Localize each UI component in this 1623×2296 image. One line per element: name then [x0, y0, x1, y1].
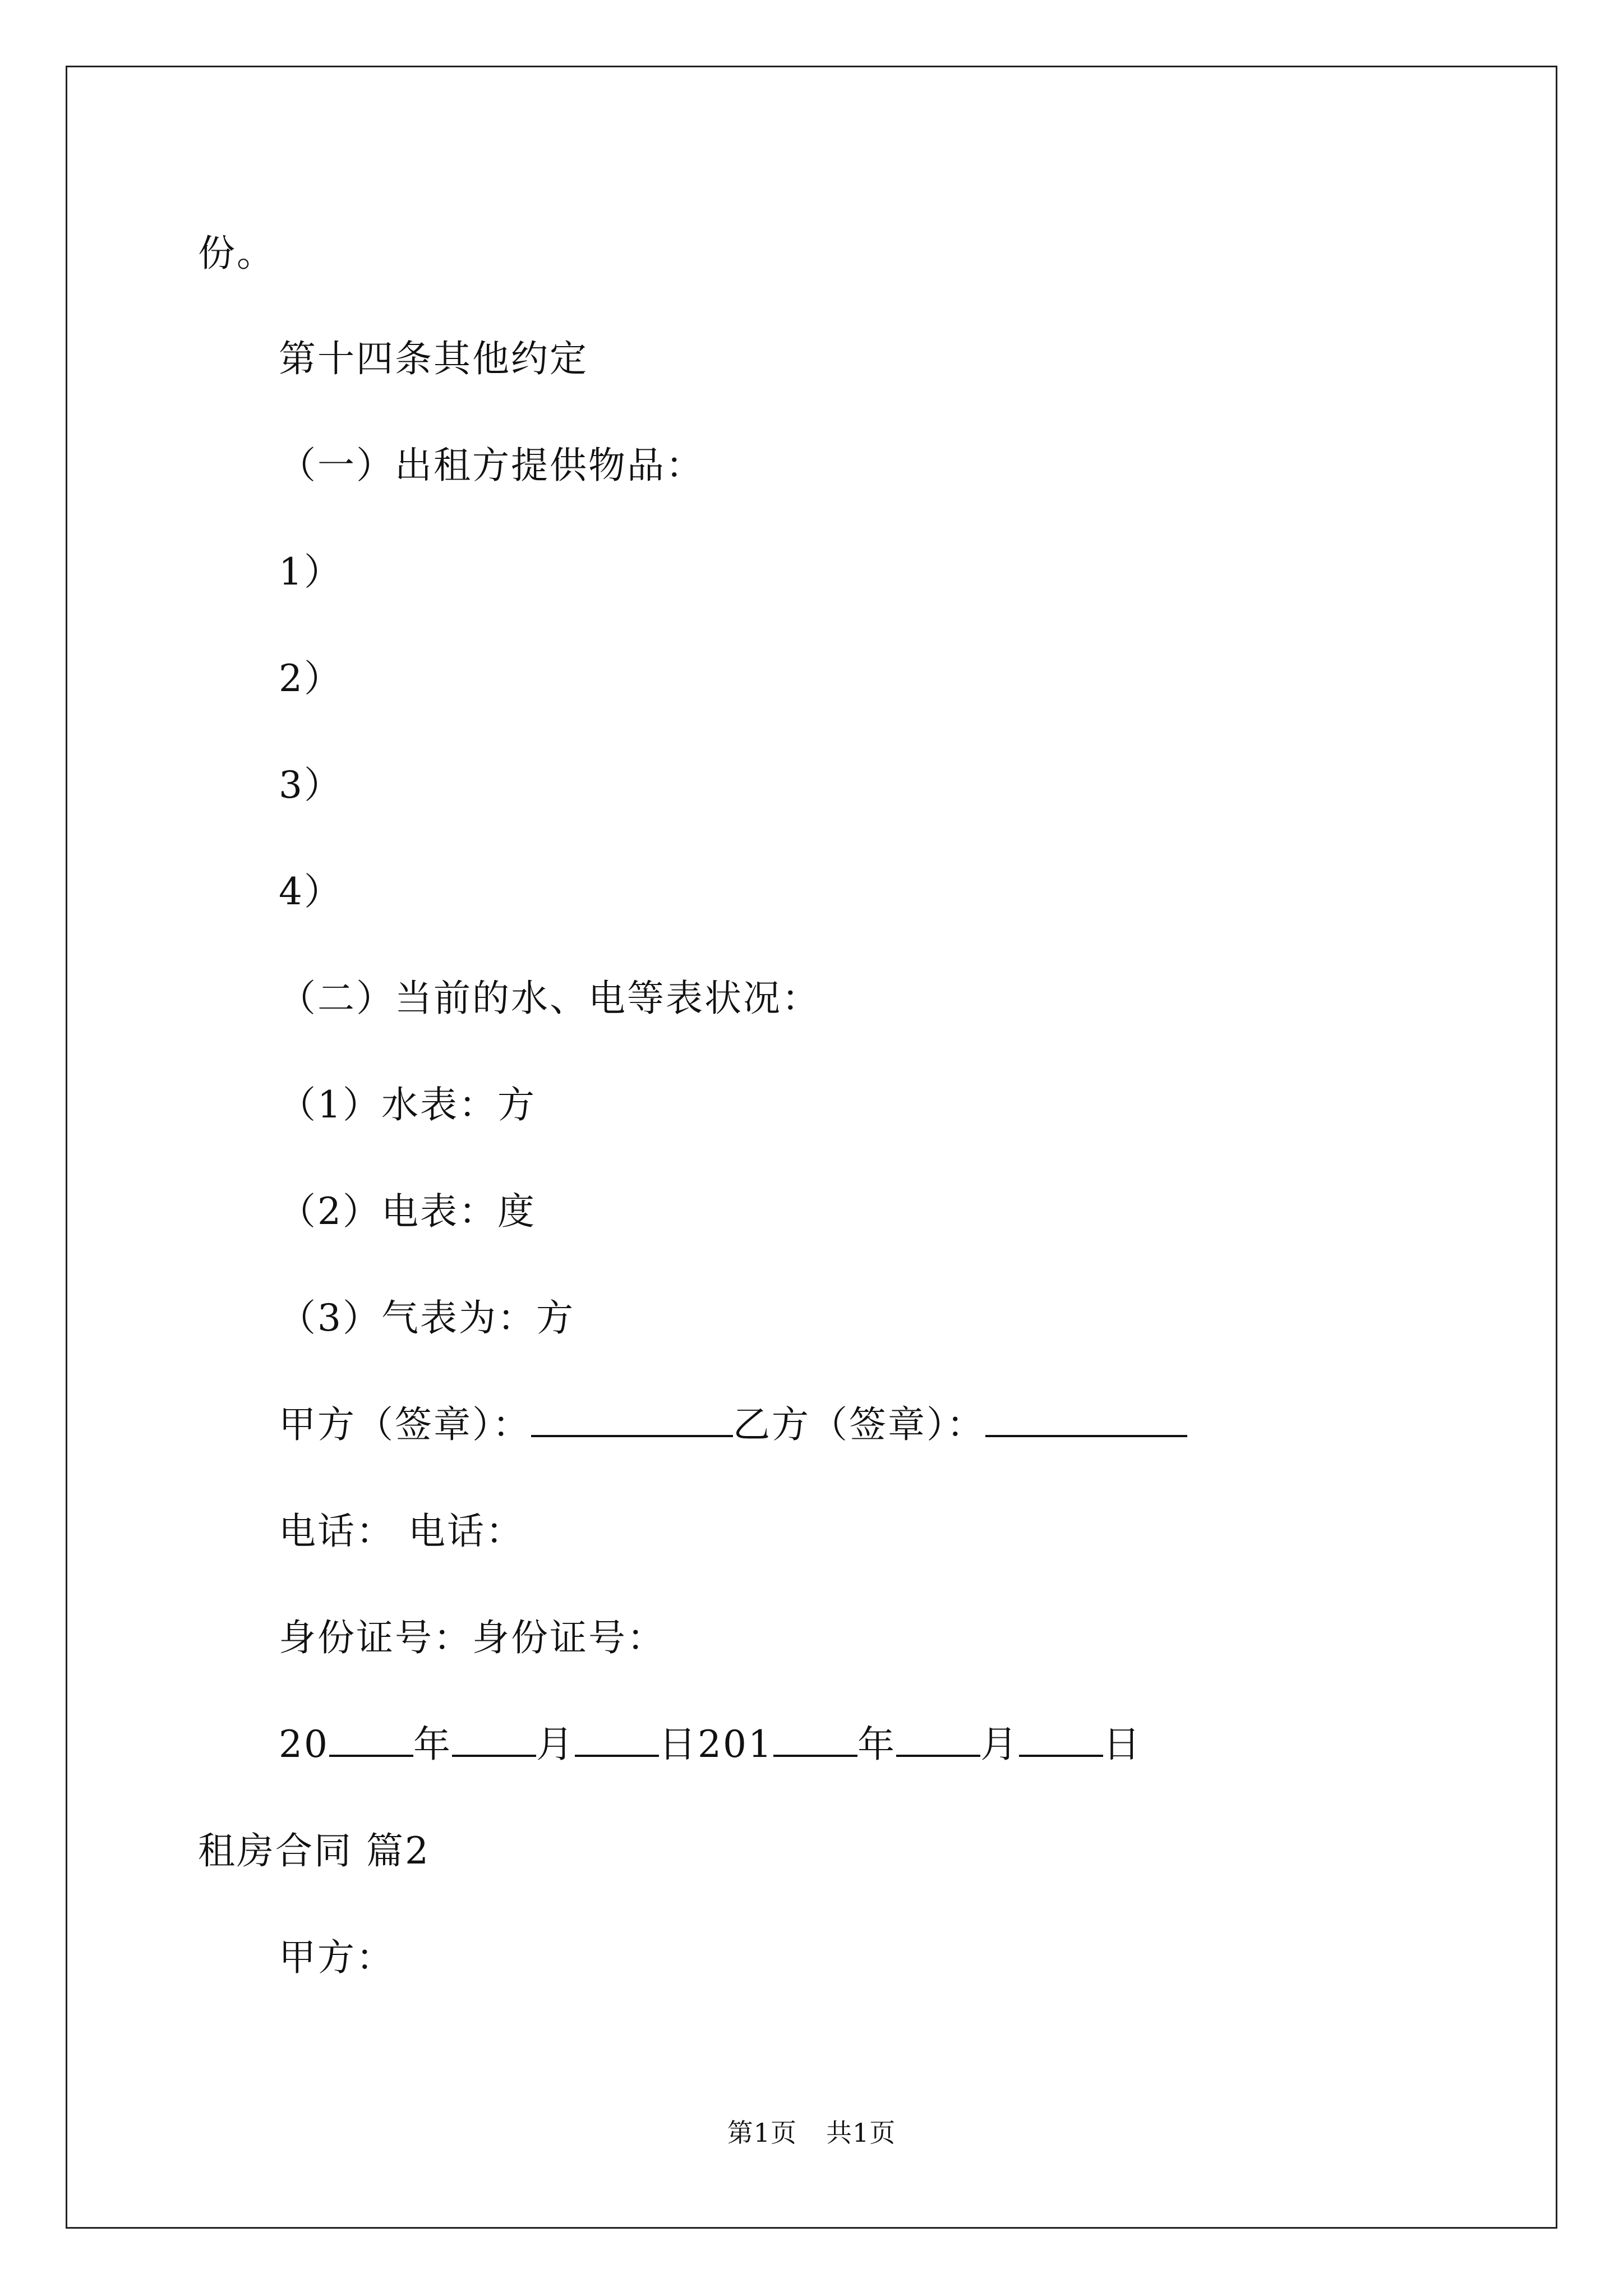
article-14-heading: 第十四条其他约定 [279, 337, 588, 380]
party-a-sign-label: 甲方（签章）： [279, 1403, 531, 1446]
date-line [279, 1722, 1142, 1767]
water-meter-line: （1）水表：方 [279, 1083, 536, 1126]
list-item-2: 2） [279, 657, 343, 700]
year-blank-2 [773, 1722, 857, 1757]
page-current: 第1页 [727, 2118, 797, 2148]
continuation-text: 份。 [198, 232, 275, 275]
year-prefix-1: 20 [279, 1723, 329, 1766]
year-label-2: 年 [857, 1723, 896, 1766]
month-blank-1 [452, 1722, 536, 1757]
list-item-1: 1） [279, 550, 343, 593]
page-footer [0, 2116, 1623, 2150]
contract-2-heading: 租房合同 篇2 [198, 1829, 430, 1872]
party-b-sign-blank [985, 1402, 1187, 1437]
electric-meter-line: （2）电表：度 [279, 1190, 536, 1233]
section-1-heading: （一）出租方提供物品： [279, 444, 704, 487]
list-item-4: 4） [279, 870, 343, 913]
day-blank-1 [575, 1722, 659, 1757]
year-prefix-2: 201 [697, 1723, 773, 1766]
page-border [66, 66, 1557, 2229]
party-a-line: 甲方： [279, 1936, 395, 1979]
section-2-heading: （二）当前的水、电等表状况： [279, 977, 820, 1020]
id-number-line: 身份证号：身份证号： [279, 1616, 666, 1659]
phone-line: 电话： 电话： [279, 1510, 524, 1553]
year-blank-1 [329, 1722, 413, 1757]
month-label-2: 月 [980, 1723, 1019, 1766]
party-b-sign-label: 乙方（签章）： [733, 1403, 985, 1446]
year-label-1: 年 [413, 1723, 452, 1766]
month-label-1: 月 [536, 1723, 575, 1766]
signature-line [279, 1402, 1187, 1447]
page-total: 共1页 [826, 2118, 896, 2148]
list-item-3: 3） [279, 763, 343, 807]
day-label-2: 日 [1103, 1723, 1142, 1766]
day-blank-2 [1019, 1722, 1103, 1757]
month-blank-2 [896, 1722, 980, 1757]
day-label-1: 日 [658, 1723, 698, 1766]
gas-meter-line: （3）气表为：方 [279, 1296, 575, 1340]
party-a-sign-blank [531, 1402, 733, 1437]
